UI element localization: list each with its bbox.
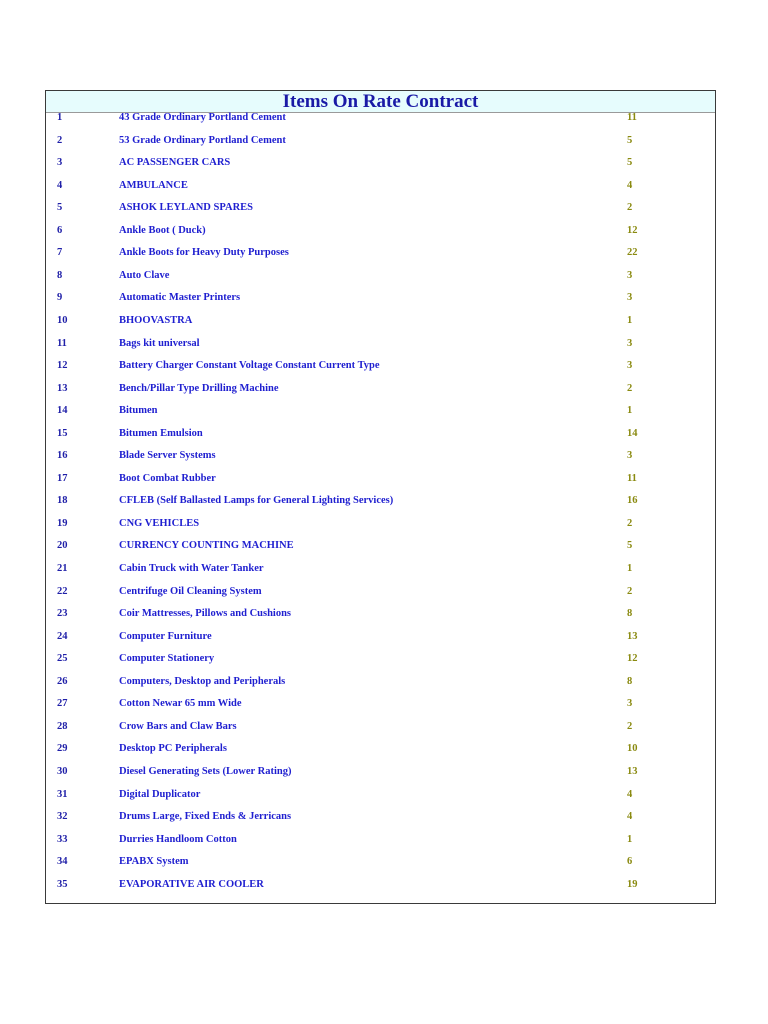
table-row [46, 877, 715, 893]
item-count: 8 [627, 675, 633, 687]
item-name: Computer Stationery [119, 653, 215, 665]
item-count: 19 [627, 878, 638, 890]
item-name: AC PASSENGER CARS [119, 157, 231, 169]
item-count: 5 [627, 157, 633, 169]
table-row [46, 764, 715, 780]
row-number: 17 [57, 472, 68, 484]
item-name: CNG VEHICLES [119, 517, 200, 529]
table-row [46, 516, 715, 532]
item-count: 13 [627, 630, 638, 642]
item-name: 53 Grade Ordinary Portland Cement [119, 134, 286, 146]
table-row [46, 787, 715, 803]
item-count: 10 [627, 743, 638, 755]
item-count: 1 [627, 563, 633, 574]
table-row [46, 651, 715, 667]
row-number: 30 [57, 765, 68, 777]
item-count: 3 [627, 292, 633, 304]
table-row [46, 493, 715, 509]
item-name: Coir Mattresses, Pillows and Cushions [119, 608, 292, 620]
row-number: 21 [57, 563, 68, 574]
item-name: Automatic Master Printers [119, 292, 241, 304]
row-number: 23 [57, 608, 68, 620]
table-row [46, 223, 715, 239]
item-count: 11 [627, 472, 637, 484]
table-row [46, 471, 715, 487]
item-name: Digital Duplicator [119, 788, 201, 800]
item-name: Bitumen Emulsion [119, 427, 203, 439]
item-name: Ankle Boot ( Duck) [119, 224, 206, 236]
item-count: 1 [627, 405, 633, 417]
table-row [46, 448, 715, 464]
row-number: 29 [57, 743, 68, 755]
item-name: CURRENCY COUNTING MACHINE [119, 540, 294, 552]
item-count: 3 [627, 450, 633, 462]
row-number: 27 [57, 698, 68, 710]
table-row [46, 832, 715, 848]
table-row [46, 561, 715, 577]
item-count: 2 [627, 585, 633, 597]
row-number: 15 [57, 427, 68, 439]
table-row [46, 584, 715, 600]
item-count: 3 [627, 360, 633, 372]
item-name: Cabin Truck with Water Tanker [119, 563, 264, 574]
row-number: 9 [57, 292, 63, 304]
table-row [46, 741, 715, 757]
item-name: Blade Server Systems [119, 450, 216, 462]
item-count: 13 [627, 765, 638, 777]
item-name: AMBULANCE [119, 179, 188, 191]
table-row [46, 719, 715, 735]
item-count: 12 [627, 224, 638, 236]
item-count: 2 [627, 517, 633, 529]
table-row [46, 200, 715, 216]
table-row [46, 290, 715, 306]
row-number: 5 [57, 202, 63, 214]
table-row [46, 313, 715, 329]
item-name: Drums Large, Fixed Ends & Jerricans [119, 811, 292, 823]
rate-contract-table [45, 90, 716, 904]
table-row [46, 336, 715, 352]
item-count: 1 [627, 833, 633, 845]
item-name: Desktop PC Peripherals [119, 743, 227, 755]
row-number: 12 [57, 360, 68, 372]
row-number: 13 [57, 382, 68, 394]
item-name: Boot Combat Rubber [119, 472, 216, 484]
table-row [46, 854, 715, 870]
item-count: 2 [627, 720, 633, 732]
item-count: 8 [627, 608, 633, 620]
item-name: ASHOK LEYLAND SPARES [119, 202, 253, 214]
item-name: Computers, Desktop and Peripherals [119, 675, 286, 687]
row-number: 16 [57, 450, 68, 462]
item-count: 4 [627, 811, 633, 823]
item-name: Battery Charger Constant Voltage Constant Current Type [119, 360, 380, 372]
row-number: 14 [57, 405, 68, 417]
item-name: EVAPORATIVE AIR COOLER [119, 878, 264, 890]
row-number: 31 [57, 788, 68, 800]
item-count: 14 [627, 427, 638, 439]
row-number: 26 [57, 675, 68, 687]
row-number: 35 [57, 878, 68, 890]
row-number: 8 [57, 269, 63, 281]
table-row [46, 178, 715, 194]
table-row [46, 268, 715, 284]
row-number: 6 [57, 224, 63, 236]
item-name: Crow Bars and Claw Bars [119, 720, 237, 732]
item-count: 3 [627, 698, 633, 710]
table-row [46, 538, 715, 554]
item-count: 12 [627, 653, 638, 665]
row-number: 20 [57, 540, 68, 552]
row-number: 18 [57, 495, 68, 507]
row-number: 3 [57, 157, 63, 169]
item-name: Centrifuge Oil Cleaning System [119, 585, 262, 597]
item-name: Durries Handloom Cotton [119, 833, 237, 845]
item-count: 5 [627, 134, 633, 146]
row-number: 25 [57, 653, 68, 665]
item-count: 6 [627, 856, 633, 868]
row-number: 34 [57, 856, 68, 868]
row-number: 32 [57, 811, 68, 823]
item-count: 16 [627, 495, 638, 507]
item-name: Bitumen [119, 405, 158, 417]
row-number: 33 [57, 833, 68, 845]
item-count: 1 [627, 314, 633, 326]
table-row [46, 245, 715, 261]
row-number: 19 [57, 517, 68, 529]
item-count: 2 [627, 382, 633, 394]
table-row [46, 133, 715, 149]
table-row [46, 110, 715, 126]
item-name: Computer Furniture [119, 630, 212, 642]
table-row [46, 674, 715, 690]
item-count: 4 [627, 179, 633, 191]
row-number: 7 [57, 247, 63, 259]
item-count: 2 [627, 202, 633, 214]
row-number: 4 [57, 179, 63, 191]
item-name: CFLEB (Self Ballasted Lamps for General Lighting Services) [119, 495, 394, 507]
item-name: Bench/Pillar Type Drilling Machine [119, 382, 279, 394]
item-name: 43 Grade Ordinary Portland Cement [119, 112, 286, 123]
row-number: 24 [57, 630, 68, 642]
row-number: 2 [57, 134, 63, 146]
item-name: Auto Clave [119, 269, 170, 281]
row-number: 1 [57, 112, 63, 123]
item-count: 5 [627, 540, 633, 552]
table-row [46, 155, 715, 171]
table-row [46, 358, 715, 374]
item-name: Cotton Newar 65 mm Wide [119, 698, 242, 710]
table-row [46, 629, 715, 645]
item-name: EPABX System [119, 856, 189, 868]
item-name: Diesel Generating Sets (Lower Rating) [119, 765, 292, 777]
table-title: Items On Rate Contract [46, 91, 715, 113]
item-count: 11 [627, 112, 637, 123]
item-count: 4 [627, 788, 633, 800]
row-number: 28 [57, 720, 68, 732]
table-row [46, 606, 715, 622]
table-row [46, 809, 715, 825]
item-count: 22 [627, 247, 638, 259]
item-name: BHOOVASTRA [119, 314, 193, 326]
table-row [46, 403, 715, 419]
item-count: 3 [627, 337, 633, 349]
table-row [46, 426, 715, 442]
table-row [46, 381, 715, 397]
row-number: 22 [57, 585, 68, 597]
item-name: Ankle Boots for Heavy Duty Purposes [119, 247, 289, 259]
row-number: 11 [57, 337, 67, 349]
table-row [46, 696, 715, 712]
item-name: Bags kit universal [119, 337, 200, 349]
row-number: 10 [57, 314, 68, 326]
item-count: 3 [627, 269, 633, 281]
